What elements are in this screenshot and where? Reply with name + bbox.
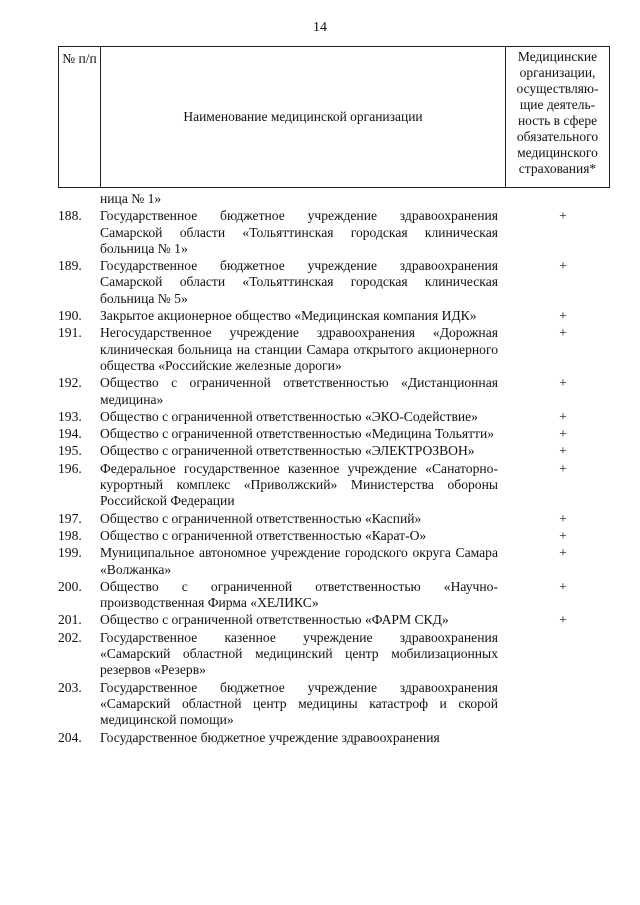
table-row [58,258,610,307]
row-number: 194. [58,426,82,442]
row-number: 190. [58,308,82,324]
oms-mark [498,680,610,729]
organization-name: Государственное бюджетное учреждение здравоохранения «Самарский областной центр медицины катастроф и скорой медицинской помощи» [100,679,498,728]
row-number: 198. [58,527,82,543]
table-row [58,426,610,442]
organization-name: Общество с ограниченной ответственностью «Каспий» [100,510,422,526]
header-name-label: Наименование медицинской организации [183,109,423,124]
table-row [58,375,610,408]
oms-mark [498,630,610,679]
table-row [58,730,610,746]
oms-mark: + [559,510,567,526]
organization-name: Общество с ограниченной ответственностью «ФАРМ СКД» [100,612,449,628]
organization-name: Государственное бюджетное учреждение здравоохранения Самарской области «Тольяттинская городская клиническая больница № 5» [100,258,498,306]
row-number: 193. [58,408,82,424]
organization-name: Общество с ограниченной ответственностью «Дистанционная медицина» [100,375,498,407]
row-number: 196. [58,460,82,476]
organization-name: ница № 1» [100,191,162,206]
organization-name: Федеральное государственное казенное учреждение «Санаторно-курортный комплекс «Приволжский» Министерства обороны Российской Федерации [100,460,498,509]
organization-name: Общество с ограниченной ответственностью «Научно-производственная Фирма «ХЕЛИКС» [100,578,498,611]
table-row [58,579,610,612]
row-number: 189. [58,258,82,274]
table-row [58,443,610,459]
table-row [58,208,610,257]
table-row [58,528,610,544]
organization-name: Муниципальное автономное учреждение городского округа Самара «Волжанка» [100,545,498,577]
oms-mark: + [559,612,567,628]
table-header [58,46,610,188]
header-oms-column: Медицинские организации, осуществляю-щие деятель-ность в сфере обязательного медицинского страхования* [516,49,599,176]
row-number: 195. [58,443,82,459]
oms-mark: + [559,325,567,341]
table-row [58,409,610,425]
oms-mark: + [559,545,567,561]
row-number: 200. [58,578,82,594]
table-row [58,308,610,324]
table-row [58,325,610,374]
table-row [58,680,610,729]
oms-mark: + [559,426,567,442]
oms-mark: + [559,460,567,476]
row-number: 204. [58,729,82,745]
header-name-column [101,47,506,187]
table-row [58,630,610,679]
table-row [58,191,610,207]
oms-mark [498,191,610,207]
table-row [58,461,610,510]
oms-mark: + [559,578,567,594]
row-number: 203. [58,679,82,695]
row-number: 197. [58,510,82,526]
row-number: 201. [58,612,82,628]
header-number-column: № п/п [59,47,101,187]
oms-mark: + [559,258,567,274]
oms-mark: + [559,375,567,391]
row-number: 188. [58,208,82,224]
row-number: 202. [58,629,82,645]
oms-mark: + [559,527,567,543]
oms-mark: + [559,208,567,224]
oms-mark: + [559,408,567,424]
organization-name: Государственное бюджетное учреждение здравоохранения Самарской области «Тольяттинская городская клиническая больница № 1» [100,208,498,256]
row-number: 191. [58,325,82,341]
row-number: 199. [58,545,82,561]
organization-name: Общество с ограниченной ответственностью «ЭКО-Содействие» [100,408,478,424]
oms-mark: + [559,308,567,324]
row-number [58,191,100,207]
page-number: 14 [313,20,327,35]
table-row [58,545,610,578]
oms-mark: + [559,443,567,459]
table-row [58,511,610,527]
organization-name: Негосударственное учреждение здравоохранения «Дорожная клиническая больница на станции Самара открытого акционерного общества «Российские железные дороги» [100,325,498,373]
oms-mark [498,730,610,746]
organization-name: Общество с ограниченной ответственностью «Карат-О» [100,527,427,543]
organization-name: Государственное казенное учреждение здравоохранения «Самарский областной медицинский центр мобилизационных резервов «Резерв» [100,629,498,678]
table-row [58,612,610,628]
organization-name: Общество с ограниченной ответственностью «ЭЛЕКТРОЗВОН» [100,443,475,459]
organization-list [58,191,610,747]
organization-name: Закрытое акционерное общество «Медицинская компания ИДК» [100,308,477,324]
row-number: 192. [58,375,82,391]
organization-name: Общество с ограниченной ответственностью «Медицина Тольятти» [100,426,495,442]
organization-name: Государственное бюджетное учреждение здравоохранения [100,729,440,745]
